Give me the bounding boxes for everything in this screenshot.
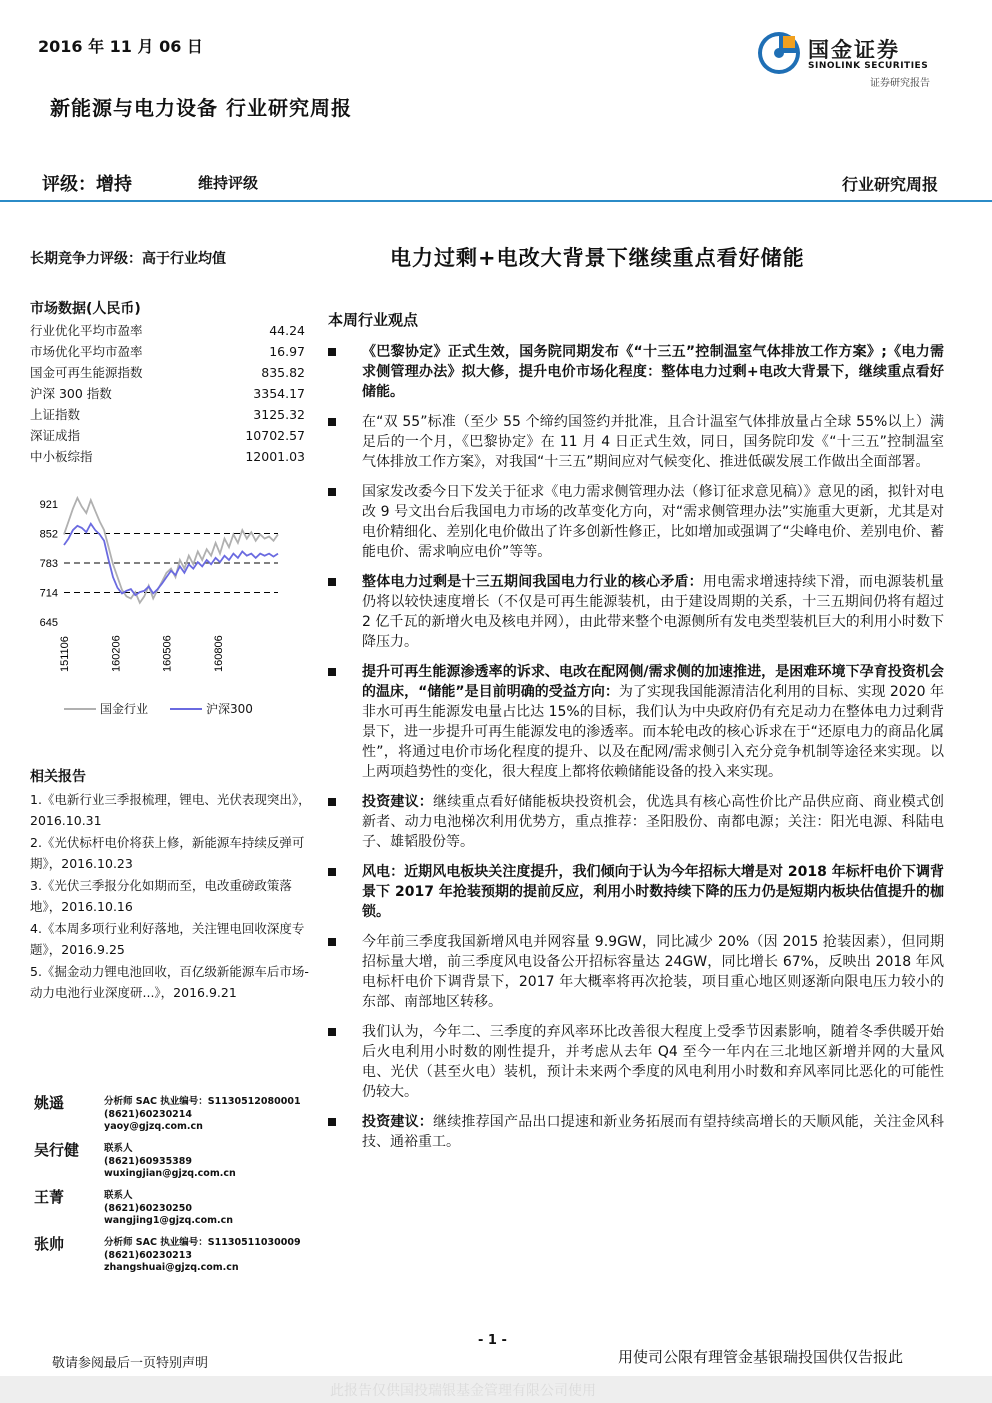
market-row: [30, 404, 305, 425]
legend-item: 沪深300: [206, 702, 253, 716]
series-line-0: [64, 498, 278, 603]
related-report: 2.《光伏标杆电价将获上修，新能源车持续反弹可期》，2016.10.23: [30, 835, 305, 871]
bullet-square-icon: [328, 348, 336, 356]
viewpoint-text: 为了实现我国能源清洁化利用的目标、实现 2020 年非水可再生能源发电量占比达 15%的目标，我们认为中央政府仍有充足动力在整体电力过剩背景下，进一步提升可再生能源发电的渗透率。而本轮电改的核心诉求在于“还原电力的商品化属性”，将通过电价市场化程度的提升、以及在配网/需求侧引入充分竞争机制等途径来实现。以上两项趋势性的变化，很大程度上都将依赖储能设备的投入来实现。: [362, 684, 944, 780]
x-tick-label: 151106: [59, 636, 71, 672]
related-report: 5.《掘金动力锂电池回收，百亿级新能源车后市场-动力电池行业深度研...》，2016.9.21: [30, 964, 309, 1000]
series-line-1: [64, 524, 278, 595]
analyst-info: [104, 1143, 236, 1181]
market-label: 上证指数: [30, 407, 81, 422]
bullet-square-icon: [328, 798, 336, 806]
viewpoint-item: [328, 572, 944, 652]
market-row: [30, 320, 305, 341]
footer-disclaimer: 敬请参阅最后一页特别声明: [52, 1356, 209, 1371]
analyst-role: 联系人: [104, 1143, 133, 1154]
legend-item: 国金行业: [100, 702, 149, 716]
headline: 电力过剩+电改大背景下继续重点看好储能: [390, 246, 805, 270]
market-label: 国金可再生能源指数: [30, 365, 143, 380]
analyst-card: [34, 1092, 324, 1139]
index-line-chart: [28, 496, 288, 676]
viewpoint-item: [328, 1022, 944, 1102]
viewpoint-bold: 整体电力过剩是十三五期间我国电力行业的核心矛盾：: [362, 574, 703, 590]
bullet-square-icon: [328, 868, 336, 876]
market-data-title: 市场数据(人民币): [30, 301, 141, 317]
market-row: [30, 362, 305, 383]
market-row: [30, 425, 305, 446]
analyst-phone: (8621)60230214: [104, 1108, 193, 1120]
market-row: [30, 383, 305, 404]
viewpoint-text: 继续重点看好储能板块投资机会，优选具有核心高性价比产品供应商、商业模式创新者、动力电池梯次利用优势方，重点推荐：圣阳股份、南都电源；关注：阳光电源、科陆电子、雄韬股份等。: [362, 794, 944, 850]
analyst-phone: (8621)60230250: [104, 1202, 193, 1214]
watermark-text: 此报告仅供国投瑞银基金管理有限公司使用: [330, 1383, 596, 1399]
viewpoint-text: 国家发改委今日下发关于征求《电力需求侧管理办法（修订征求意见稿）》意见的函，拟针对电改 9 号文出台后我国电力市场的改革变化方向，对“需求侧管理办法”实施重大更新，尤其是对电价精细化、差别化电价做出了许多创新性修正，比如增加或强调了“尖峰电价、差别电价、蓄能电价、需求响应电价”等等。: [362, 484, 944, 560]
analyst-card: [34, 1186, 324, 1233]
analyst-email: wangjing1@gjzq.com.cn: [104, 1215, 233, 1226]
related-report: 3.《光伏三季报分化如期而至，电改重磅政策落地》，2016.10.16: [30, 878, 292, 914]
related-report: 4.《本周多项行业利好落地，关注锂电回收深度专题》，2016.9.25: [30, 921, 305, 957]
y-tick-label: 645: [39, 617, 58, 629]
page-number: - 1 -: [478, 1333, 507, 1348]
viewpoint-item: [328, 662, 944, 782]
related-reports-title: 相关报告: [30, 769, 86, 785]
report-type: 行业研究周报: [841, 175, 938, 194]
viewpoint-bold: 投资建议：: [362, 794, 433, 810]
market-row: [30, 446, 305, 467]
legend-swatch: [170, 708, 202, 710]
bullet-square-icon: [328, 418, 336, 426]
viewpoint-item: [328, 342, 944, 402]
section-title: 本周行业观点: [328, 311, 419, 329]
x-tick-label: 160806: [213, 635, 226, 672]
analyst-phone: (8621)60230213: [104, 1249, 193, 1261]
market-label: 中小板综指: [30, 449, 93, 464]
bullet-square-icon: [328, 488, 336, 496]
viewpoint-text: 用电需求增速持续下滑，而电源装机量仍将以较快速度增长（不仅是可再生能源装机，由于建设周期的关系，十三五期间仍将有超过 2 亿千瓦的新增火电及核电并网），由此带来整个电源侧所有发电类型装机巨大的利用小时数下降压力。: [362, 574, 945, 650]
viewpoint-bold: 提升可再生能源渗透率的诉求、电改在配网侧/需求侧的加速推进，是困难环境下孕育投资机会的温床，“储能”是目前明确的受益方向：: [362, 664, 944, 700]
market-data-table: [30, 320, 305, 467]
analyst-info: [104, 1096, 301, 1134]
sinolink-logo-icon: [756, 30, 802, 76]
footer-usage-note: 用使司公限有理管金基银瑞投国供仅告报此: [618, 1348, 904, 1366]
analyst-phone: (8621)60935389: [104, 1155, 193, 1167]
bullet-square-icon: [328, 1118, 336, 1126]
viewpoint-text: 继续推荐国产品出口提速和新业务拓展而有望持续高增长的天顺风能，关注金风科技、通裕重工。: [362, 1114, 944, 1150]
viewpoint-text: 我们认为，今年二、三季度的弃风率环比改善很大程度上受季节因素影响，随着冬季供暖开始后火电利用小时数的刚性提升，并考虑从去年 Q4 至今一年内在三北地区新增并网的大量风电、光伏（甚至火电）装机，预计未来两个季度的风电利用小时数和弃风率同比恶化的可能性仍较大。: [362, 1024, 944, 1100]
rating-maintain: 维持评级: [198, 174, 259, 192]
market-value: 3125.32: [253, 407, 305, 422]
brand-subtitle: 证券研究报告: [870, 78, 930, 89]
y-tick-label: 921: [39, 499, 58, 511]
analyst-name: 张帅: [34, 1235, 65, 1253]
viewpoint-list: [328, 342, 944, 1162]
bullet-square-icon: [328, 938, 336, 946]
analyst-info: [104, 1190, 233, 1228]
y-tick-label: 783: [39, 558, 58, 570]
analyst-email: wuxingjian@gjzq.com.cn: [104, 1168, 236, 1179]
analyst-role: 分析师 SAC 执业编号：S1130511030009: [104, 1237, 301, 1248]
brand-name-cn: 国金证券: [808, 38, 900, 62]
analyst-info: [104, 1237, 301, 1275]
longterm-rating: 长期竞争力评级：高于行业均值: [30, 251, 226, 267]
analyst-card: [34, 1139, 324, 1186]
market-label: 行业优化平均市盈率: [30, 323, 143, 338]
rating-label: 评级：增持: [42, 174, 132, 195]
brand-name-en: SINOLINK SECURITIES: [808, 61, 929, 71]
viewpoint-item: [328, 792, 944, 852]
related-report: 1.《电新行业三季报梳理，锂电、光伏表现突出》，2016.10.31: [30, 792, 311, 828]
report-title: 新能源与电力设备 行业研究周报: [50, 96, 352, 120]
market-value: 10702.57: [245, 428, 305, 443]
analyst-name: 王菁: [34, 1188, 65, 1206]
market-value: 835.82: [261, 365, 305, 380]
viewpoint-item: [328, 862, 944, 922]
x-tick-label: 160206: [110, 635, 123, 672]
market-value: 3354.17: [253, 386, 305, 401]
bullet-square-icon: [328, 578, 336, 586]
analyst-email: yaoy@gjzq.com.cn: [104, 1121, 203, 1132]
viewpoint-item: [328, 1112, 944, 1152]
bullet-square-icon: [328, 668, 336, 676]
viewpoint-bold: 风电：近期风电板块关注度提升，我们倾向于认为今年招标大增是对 2018 年标杆电价下调背景下 2017 年抢装预期的提前反应，利用小时数持续下降的压力仍是短期内板块估值提升的枷锁。: [362, 864, 944, 920]
report-date: 2016 年 11 月 06 日: [38, 37, 203, 56]
viewpoint-item: [328, 482, 944, 562]
market-value: 16.97: [269, 344, 305, 359]
market-label: 市场优化平均市盈率: [30, 344, 143, 359]
market-value: 12001.03: [245, 449, 305, 464]
x-tick-label: 160506: [161, 635, 174, 672]
viewpoint-item: [328, 412, 944, 472]
analyst-name: 姚遥: [34, 1094, 65, 1112]
analyst-card: [34, 1233, 324, 1280]
related-reports-list: [30, 790, 320, 1005]
viewpoint-item: [328, 932, 944, 1012]
viewpoint-text: 在“双 55”标准（至少 55 个缔约国签约并批准，且合计温室气体排放量占全球 55%以上）满足后的一个月，《巴黎协定》在 11 月 4 日正式生效，同日，国务院印发《“十三五”控制温室气体排放工作方案》，对我国“十三五”期间应对气候变化、推进低碳发展工作做出全面部署。: [362, 414, 944, 470]
y-tick-label: 714: [39, 587, 58, 600]
chart-legend: [64, 700, 253, 717]
analyst-role: 联系人: [104, 1190, 133, 1201]
market-label: 深证成指: [30, 428, 81, 443]
bullet-square-icon: [328, 1028, 336, 1036]
market-value: 44.24: [269, 323, 305, 338]
y-tick-label: 852: [39, 528, 58, 541]
analyst-email: zhangshuai@gjzq.com.cn: [104, 1262, 239, 1273]
legend-swatch: [64, 708, 96, 710]
market-label: 沪深 300 指数: [30, 386, 112, 401]
viewpoint-bold: 投资建议：: [362, 1114, 433, 1130]
analyst-name: 吴行健: [34, 1141, 80, 1159]
analyst-list: [34, 1092, 324, 1280]
viewpoint-bold: 《巴黎协定》正式生效，国务院同期发布《“十三五”控制温室气体排放工作方案》;《电力需求侧管理办法》拟大修，提升电价市场化程度：整体电力过剩+电改大背景下，继续重点看好储能。: [362, 344, 944, 400]
market-row: [30, 341, 305, 362]
analyst-role: 分析师 SAC 执业编号：S1130512080001: [104, 1096, 301, 1107]
viewpoint-text: 今年前三季度我国新增风电并网容量 9.9GW，同比减少 20%（因 2015 抢装因素），但同期招标量大增，前三季度风电设备公开招标容量达 24GW，同比增长 67%，反映出 2018 年风电标杆电价下调背景下，2017 年大概率将再次抢装，项目重心地区则逐渐向限电压力较小的东部、南部地区转移。: [362, 934, 944, 1010]
